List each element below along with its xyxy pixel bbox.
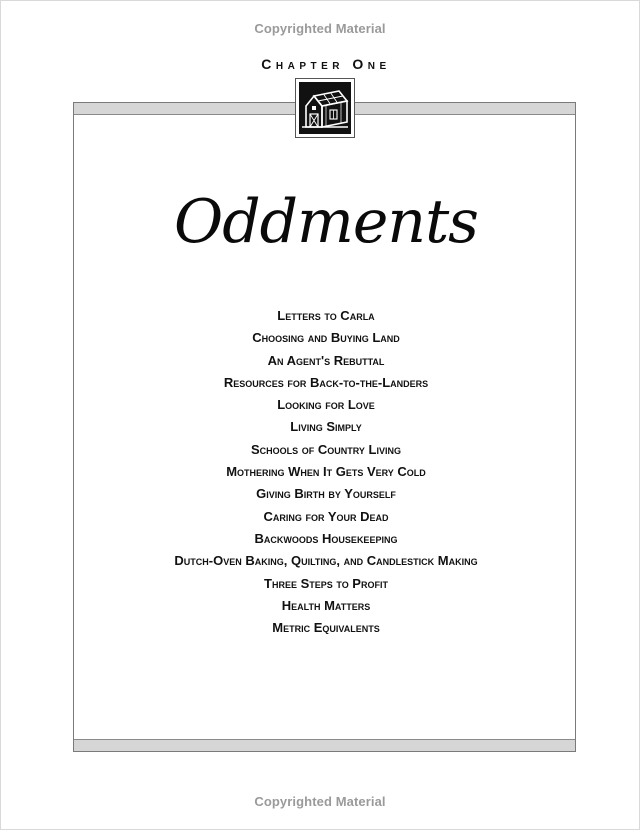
copyright-watermark-top: Copyrighted Material xyxy=(254,21,386,36)
contents-item: Health Matters xyxy=(281,597,371,613)
contents-item: Living Simply xyxy=(290,419,362,435)
contents-item: Letters to Carla xyxy=(277,308,375,323)
chapter-badge xyxy=(295,78,355,138)
barn-icon xyxy=(299,82,351,134)
contents-item: An Agent's Rebuttal xyxy=(267,352,385,368)
copyright-watermark-bottom: Copyrighted Material xyxy=(254,794,386,809)
frame-bottom-band xyxy=(74,739,575,751)
contents-item: Schools of Country Living xyxy=(250,441,401,457)
contents-item: Metric Equivalents xyxy=(272,620,380,636)
contents-item: Mothering When It Gets Very Cold xyxy=(226,464,426,480)
contents-item: Dutch-Oven Baking, Quilting, and Candlestick Making xyxy=(174,553,478,569)
contents-item: Choosing and Buying Land xyxy=(252,330,400,346)
chapter-title: Oddments xyxy=(174,187,478,257)
contents-item: Caring for Your Dead xyxy=(263,508,389,524)
chapter-label: Chapter One xyxy=(261,56,391,72)
contents-item: Backwoods Housekeeping xyxy=(254,530,398,546)
contents-item: Resources for Back-to-the-Landers xyxy=(223,374,429,390)
contents-item: Looking for Love xyxy=(277,397,375,413)
contents-item: Giving Birth by Yourself xyxy=(256,486,396,502)
contents-item: Three Steps to Profit xyxy=(264,575,388,591)
contents-list xyxy=(0,305,640,639)
